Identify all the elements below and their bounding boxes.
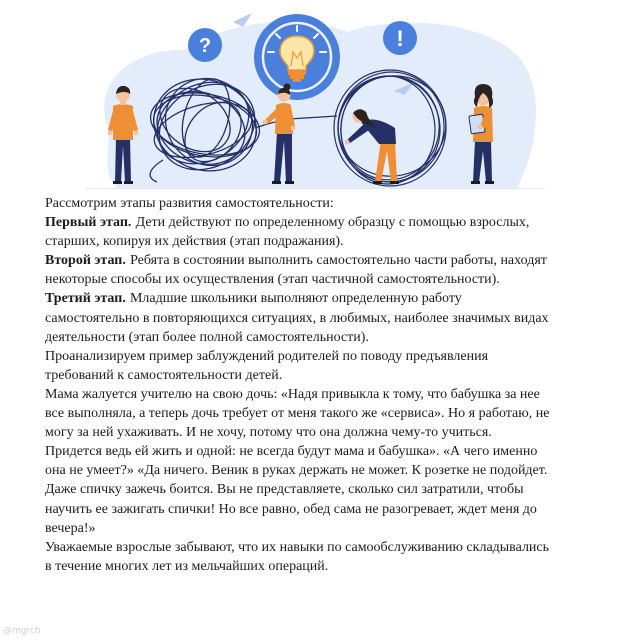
paper-plane-icon [233, 13, 252, 27]
text-line: некоторые способы их осуществления (этап частичной самостоятельности). [45, 272, 500, 288]
stage-3 [45, 289, 620, 346]
text-line: в течение многих лет из мельчайших операций. [45, 558, 329, 574]
stage-text: Дети действуют по определенному образцу с помощью взрослых, [135, 215, 530, 231]
exclamation-glyph: ! [396, 26, 404, 51]
text-line: Даже спичку зажечь боится. Вы не представляете, сколько сил затратили, чтобы [45, 482, 524, 498]
stage-1 [45, 213, 620, 251]
analysis-paragraph [45, 347, 620, 385]
conclusion-paragraph [45, 538, 620, 576]
article-text [45, 194, 620, 576]
stage-label: Первый этап. [45, 215, 132, 231]
text-line [45, 289, 620, 308]
stage-label: Третий этап. [45, 291, 126, 307]
stage-text: Младшие школьники выполняют определенную работу [129, 291, 462, 307]
text-line: научить ее зажигать спички! Но все равно, обед сама не разогревает, ждет меня до [45, 501, 537, 517]
text-line: Придется ведь ей жить и одной: не всегда будут мама и бабушка». «А чего именно [45, 444, 538, 460]
text-line: требований к самостоятельности детей. [45, 367, 283, 383]
question-icon [188, 28, 222, 62]
text-line [45, 213, 620, 232]
text-line: старших, копируя их действия (этап подражания). [45, 234, 344, 250]
stage-label: Второй этап. [45, 253, 126, 269]
exclamation-icon [383, 21, 417, 55]
text-line: самостоятельно в повторяющихся ситуациях, в любимых, наиболее значимых видах [45, 310, 549, 326]
stage-text: Ребята в состоянии выполнить самостоятельно части работы, находят [130, 253, 547, 269]
illustration [85, 0, 545, 190]
text-line: она не умеет?» «Да ничего. Веник в руках держать не может. К розетке не подойдет. [45, 463, 548, 479]
text-line: деятельности (этап более полной самостоятельности). [45, 329, 369, 345]
text-line: Мама жалуется учителю на свою дочь: «Надя привыкла к тому, что бабушка за нее [45, 386, 540, 402]
text-line: все выполняла, а теперь дочь требует от меня такого же «сервиса». Но я работаю, не [45, 406, 550, 422]
text-line: Проанализируем пример заблуждений родителей по поводу предъявления [45, 348, 489, 364]
text-line: Уважаемые взрослые забывают, что их навыки по самообслуживанию складывались [45, 539, 550, 555]
stage-2 [45, 251, 620, 289]
watermark: @mgrch [3, 626, 41, 636]
lightbulb-icon [254, 14, 340, 100]
text-line [45, 251, 620, 270]
illustration-divider [85, 188, 545, 189]
intro-line: Рассмотрим этапы развития самостоятельности: [45, 196, 334, 211]
text-line: могу за ней ухаживать. И не хочу, потому что она должна чему-то учиться. [45, 425, 492, 441]
text-line: вечера!» [45, 520, 96, 536]
question-glyph: ? [198, 35, 212, 57]
example-paragraph [45, 385, 620, 538]
